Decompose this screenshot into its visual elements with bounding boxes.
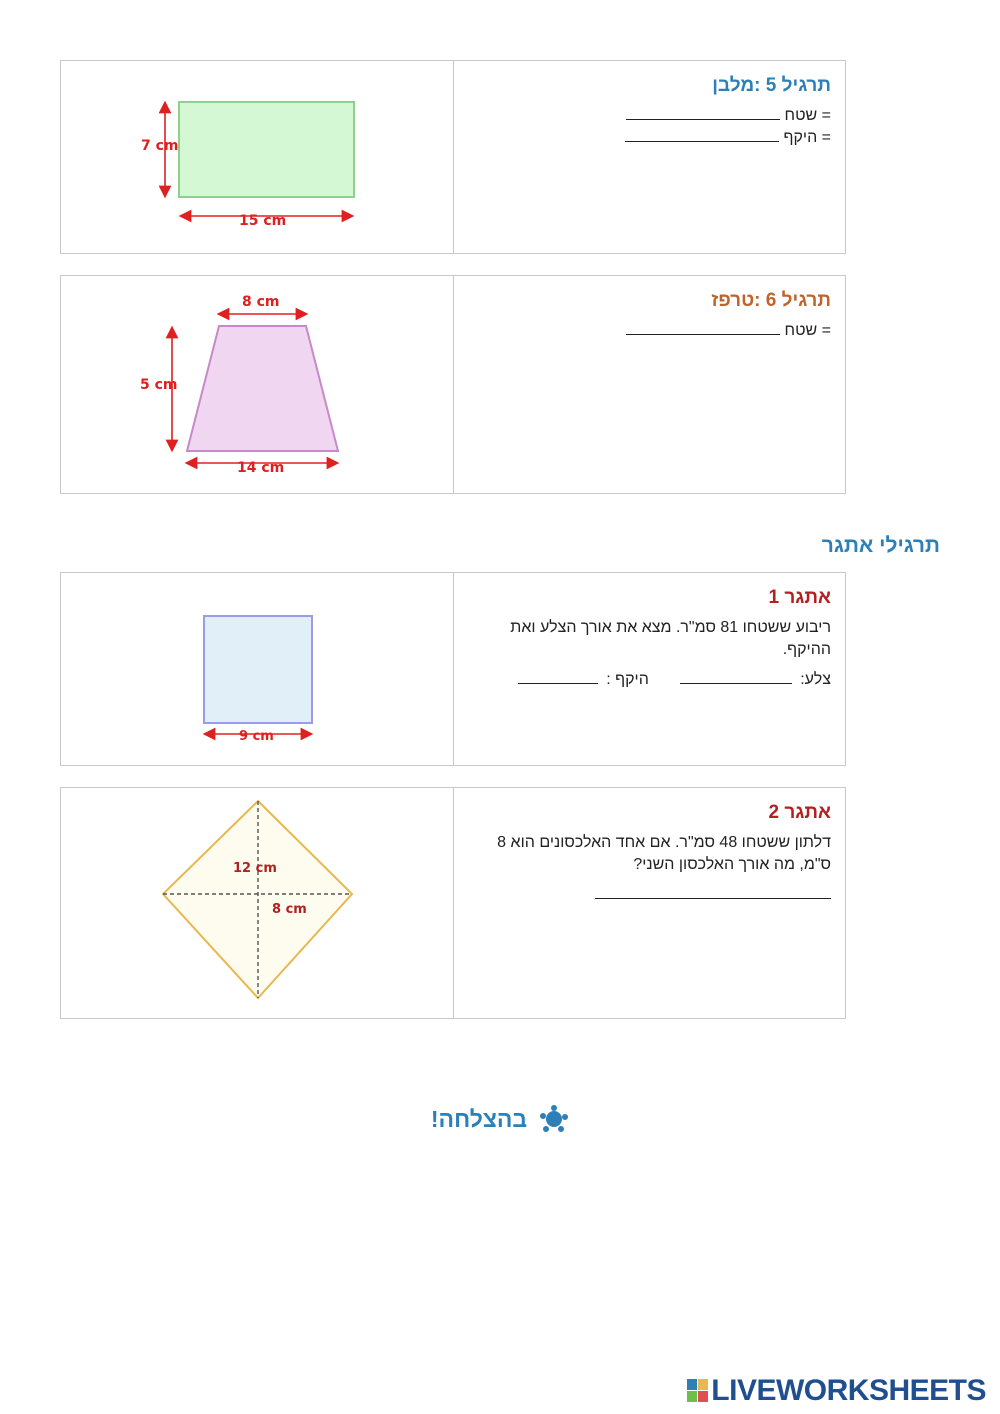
- exercise-5-card: [60, 60, 846, 254]
- exercise-5-text: [454, 61, 845, 253]
- challenge-1-title: אתגר 1: [768, 587, 831, 608]
- exercise-6-card: [60, 275, 846, 494]
- answers-row: [468, 669, 831, 691]
- perimeter-label: = היקף: [783, 129, 831, 146]
- perimeter-label-text: היקף :: [606, 671, 649, 688]
- height-label: 5 cm: [140, 377, 178, 393]
- square-diagram: [61, 573, 453, 765]
- liveworksheets-logo: [687, 1374, 986, 1408]
- exercise-6-title: תרגיל 6 :טרפז: [711, 290, 831, 311]
- challenge-1-figure: [61, 573, 454, 765]
- top-base-label: 8 cm: [242, 294, 280, 310]
- trapezoid-diagram: [61, 276, 453, 493]
- vertical-diagonal-label: 12 cm: [233, 861, 277, 876]
- challenge-2-title: אתגר 2: [768, 802, 831, 823]
- exercise-5-title: תרגיל 5 :מלבן: [712, 75, 831, 96]
- area-answer-field[interactable]: [626, 105, 780, 120]
- splash-icon: [539, 1104, 569, 1134]
- perimeter-answer-field[interactable]: [518, 669, 598, 684]
- side-label: 9 cm: [239, 729, 274, 744]
- challenge-2-text: [454, 788, 845, 1018]
- area-label: = שטח: [784, 322, 831, 339]
- closing-message: [0, 1104, 1000, 1134]
- exercise-6-text: [454, 276, 845, 493]
- challenge-2-card: [60, 787, 846, 1019]
- challenge-section-title: תרגילי אתגר: [821, 534, 940, 557]
- perimeter-answer-field[interactable]: [625, 127, 779, 142]
- challenge-1-text: [454, 573, 845, 765]
- diagonal-answer-field[interactable]: [595, 884, 831, 899]
- challenge-1-question: ריבוע ששטחו 81 סמ"ר. מצא את אורך הצלע ואת ההיקף.: [510, 619, 831, 658]
- exercise-6-figure: [61, 276, 454, 493]
- perimeter-row: [468, 127, 831, 149]
- rectangle-diagram: [61, 61, 453, 253]
- bottom-base-label: 14 cm: [237, 460, 285, 476]
- square-shape: [204, 616, 312, 723]
- area-label: = שטח: [784, 107, 831, 124]
- exercise-5-figure: [61, 61, 454, 253]
- side-answer-field[interactable]: [680, 669, 792, 684]
- side-label-text: צלע:: [800, 671, 831, 688]
- rectangle-shape: [179, 102, 354, 197]
- challenge-2-figure: [61, 788, 454, 1018]
- width-label: 15 cm: [239, 213, 287, 229]
- trapezoid-shape: [187, 326, 338, 451]
- area-row: [468, 105, 831, 127]
- area-answer-field[interactable]: [626, 320, 780, 335]
- closing-text: !בהצלחה: [430, 1105, 528, 1132]
- challenge-2-question: דלתון ששטחו 48 סמ"ר. אם אחד האלכסונים הוא 8 ס"מ, מה אורך האלכסון השני?: [497, 834, 831, 873]
- brand-text: LIVEWORKSHEETS: [711, 1374, 986, 1407]
- height-label: 7 cm: [141, 138, 179, 154]
- kite-diagram: [61, 788, 453, 1018]
- live-badge-icon: [687, 1379, 709, 1403]
- area-row: [468, 320, 831, 342]
- horizontal-diagonal-label: 8 cm: [272, 902, 307, 917]
- challenge-1-card: [60, 572, 846, 766]
- answer-row: [468, 884, 831, 906]
